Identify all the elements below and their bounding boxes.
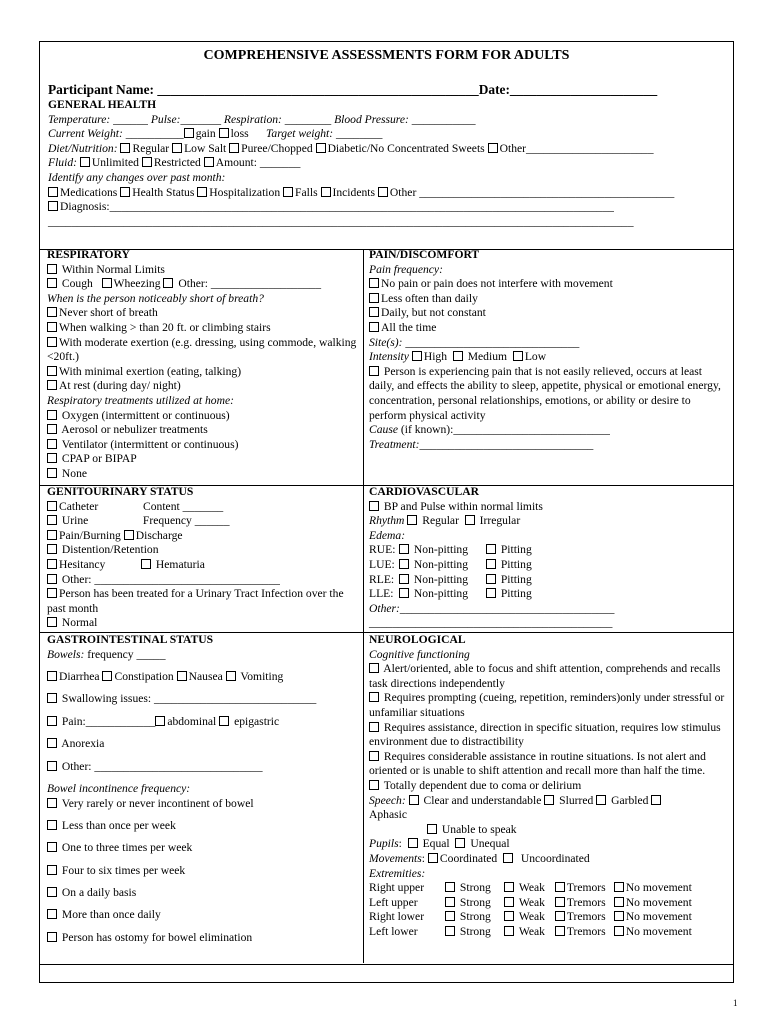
form-title: COMPREHENSIVE ASSESSMENTS FORM FOR ADULTS — [203, 48, 570, 63]
checkbox[interactable] — [504, 897, 514, 907]
changes-checkbox[interactable] — [378, 187, 388, 197]
irregular-label: Irregular — [479, 514, 521, 528]
wheezing-label: Wheezing — [113, 277, 161, 291]
checkbox[interactable] — [47, 820, 57, 830]
extremity-row — [369, 925, 729, 940]
gi-heading: GASTROINTESTINAL STATUS — [47, 633, 214, 646]
treatment-option: CPAP or BIPAP — [61, 452, 137, 466]
cognitive-label: Cognitive functioning — [369, 647, 470, 661]
checkbox[interactable] — [614, 911, 624, 921]
coordinated-label: Coordinated — [439, 851, 498, 865]
checkbox[interactable] — [369, 501, 379, 511]
checkbox[interactable] — [47, 887, 57, 897]
swallowing-field[interactable]: Swallowing issues: ____________________________ — [61, 692, 317, 706]
tremors-label: Tremors — [566, 910, 606, 924]
checkbox[interactable] — [47, 588, 57, 598]
frequency-field[interactable]: Frequency ______ — [142, 514, 230, 528]
checkbox[interactable] — [102, 671, 112, 681]
changes-line — [48, 186, 730, 201]
extremity-label: Right upper — [369, 881, 425, 895]
rest-label: At rest (during day/ night) — [59, 379, 181, 393]
edema-label: Edema: — [369, 528, 406, 542]
aphasic-label: Aphasic — [369, 808, 407, 822]
checkbox[interactable] — [47, 501, 57, 511]
edema-row-label: LUE: — [369, 557, 395, 571]
treatment-option: None — [61, 466, 88, 480]
checkbox[interactable] — [47, 842, 57, 852]
diet-checkbox[interactable] — [229, 143, 239, 153]
neuro-heading: NEUROLOGICAL — [369, 633, 466, 646]
uncoordinated-label: Uncoordinated — [520, 851, 590, 865]
checkbox[interactable] — [614, 926, 624, 936]
checkbox[interactable] — [47, 337, 57, 347]
divider — [40, 964, 733, 965]
pitting-label: Pitting — [500, 557, 532, 571]
changes-label: Identify any changes over past month: — [48, 170, 226, 184]
checkbox[interactable] — [124, 530, 134, 540]
considerable-label: Requires considerable assistance in routine situations. Is not alert and oriented or is unable to shift attention and recall more than half the time. — [369, 749, 706, 778]
fluid-checkbox[interactable] — [142, 157, 152, 167]
diet-line — [48, 142, 730, 157]
intensity-option: Medium — [467, 350, 508, 364]
checkbox[interactable] — [47, 761, 57, 771]
regular-label: Regular — [422, 514, 459, 528]
checkbox[interactable] — [47, 424, 57, 434]
checkbox[interactable] — [486, 574, 496, 584]
checkbox[interactable] — [555, 911, 565, 921]
extremity-label: Left lower — [369, 924, 418, 938]
strong-label: Strong — [459, 924, 491, 938]
checkbox[interactable] — [163, 278, 173, 288]
loss-checkbox[interactable] — [219, 128, 229, 138]
dependent-label: Totally dependent due to coma or delirium — [383, 778, 582, 792]
edema-row — [369, 558, 729, 573]
checkbox[interactable] — [369, 751, 379, 761]
checkbox[interactable] — [47, 278, 57, 288]
edema-row-label: RLE: — [369, 572, 395, 586]
diarrhea-label: Diarrhea — [59, 669, 100, 683]
checkbox[interactable] — [369, 780, 379, 790]
diet-option: Regular — [132, 141, 170, 155]
respiratory-section — [47, 248, 365, 482]
non-pitting-label: Non-pitting — [413, 572, 469, 586]
pain-burning-label: Pain/Burning — [59, 528, 121, 542]
checkbox[interactable] — [369, 293, 379, 303]
checkbox[interactable] — [47, 798, 57, 808]
extremities-label: Extremities: — [369, 866, 426, 880]
checkbox[interactable] — [47, 574, 57, 584]
changes-checkbox[interactable] — [321, 187, 331, 197]
hesitancy-label: Hesitancy — [59, 557, 106, 571]
diet-option: Low Salt — [184, 141, 227, 155]
checkbox[interactable] — [369, 692, 379, 702]
incontinence-label: Bowel incontinence frequency: — [47, 781, 191, 795]
checkbox[interactable] — [504, 911, 514, 921]
neurological-section: NEUROLOGICAL Cognitive functioning Alert/oriented, able to focus and shift attention, comprehends and recalls task directions independently Requires prompting (cueing, repetition, reminders)only under stressful or unfamiliar situations Requires assistance, direction in specific situation, requires low stimulus environment due to distractibility Requires considerable assistance in routine situations. Is not alert and oriented or is unable to shift attention and recall more than half the time. Totally dependent due to coma or delirium Speech: Clear and understandable Slurred Garbled Aphasic Unable to speak Pupils: Equal Unequal Movements: Coordinated Uncoordinated Extremities: Right upper Strong Weak Tremors No movement Left upper Strong Weak Tremors No movement Right lower Strong Weak Tremors No movement Left lower Strong Weak Tremors No movement — [369, 633, 729, 939]
anorexia-label: Anorexia — [61, 737, 105, 751]
checkbox[interactable] — [369, 322, 379, 332]
checkbox[interactable] — [47, 439, 57, 449]
fluid-checkbox[interactable] — [80, 157, 90, 167]
checkbox[interactable] — [407, 515, 417, 525]
incontinence-option: Four to six times per week — [61, 863, 186, 877]
checkbox[interactable] — [486, 544, 496, 554]
treatments-question: Respiratory treatments utilized at home: — [47, 393, 234, 407]
extremity-row — [369, 881, 729, 896]
checkbox[interactable] — [445, 897, 455, 907]
vomiting-label: Vomiting — [240, 669, 284, 683]
assistance-label: Requires assistance, direction in specific situation, requires low stimulus environment due to distractibility — [369, 720, 721, 749]
genitourinary-heading: GENITOURINARY STATUS — [47, 485, 194, 498]
diagnosis-line — [48, 200, 730, 215]
checkbox[interactable] — [555, 897, 565, 907]
changes-option: Medications — [60, 185, 118, 199]
pitting-label: Pitting — [500, 587, 532, 601]
discharge-label: Discharge — [135, 528, 183, 542]
constipation-label: Constipation — [114, 669, 174, 683]
checkbox[interactable] — [504, 882, 514, 892]
cardio-blank-line[interactable]: __________________________________________ — [369, 616, 613, 630]
no-movement-label: No movement — [625, 881, 692, 895]
checkbox[interactable] — [177, 671, 187, 681]
checkbox[interactable] — [47, 716, 57, 726]
checkbox[interactable] — [369, 722, 379, 732]
pain-option: No pain or pain does not interfere with movement — [381, 277, 613, 291]
changes-option: Other ____________________________________________ — [389, 185, 675, 199]
fluid-checkbox[interactable] — [204, 157, 214, 167]
bowels-label: Bowels: — [47, 647, 85, 661]
checkbox[interactable] — [47, 410, 57, 420]
extremity-label: Left upper — [369, 895, 418, 909]
unequal-label: Unequal — [470, 837, 510, 851]
blank-line[interactable]: _____________________________________________________________________________________________________ — [48, 214, 634, 228]
diet-option: Other______________________ — [499, 141, 654, 155]
checkbox[interactable] — [503, 853, 513, 863]
diagnosis-field[interactable]: Diagnosis:_______________________________________________________________________________________ — [60, 200, 614, 214]
gi-pain-field[interactable]: Pain:____________ — [61, 714, 156, 728]
loss-label: loss — [230, 127, 249, 141]
changes-checkbox[interactable] — [197, 187, 207, 197]
never-label: Never short of breath — [59, 306, 158, 320]
gi-other-field[interactable]: Other: _____________________________ — [61, 759, 263, 773]
checkbox[interactable] — [47, 932, 57, 942]
checkbox[interactable] — [47, 380, 57, 390]
gastrointestinal-section — [47, 633, 365, 953]
checkbox[interactable] — [544, 795, 554, 805]
experiencing-label: Person is experiencing pain that is not easily relieved, occurs at least daily, and effects the ability to sleep, appetite, physical or emotional energy, concentration, personal relationships, emotions, or ability or desire to perform physical activity — [369, 364, 721, 422]
pain-option: Less often than daily — [381, 291, 478, 305]
fluid-option: Restricted — [153, 156, 201, 170]
cause-label: Cause — [369, 423, 398, 437]
equal-label: Equal — [422, 837, 450, 851]
weak-label: Weak — [518, 881, 545, 895]
checkbox[interactable] — [47, 307, 57, 317]
prompting-label: Requires prompting (cueing, repetition, reminders)only under stressful or unfamiliar situations — [369, 691, 725, 719]
walking-label: When walking > than 20 ft. or climbing stairs — [59, 320, 271, 334]
weight-line — [48, 127, 730, 142]
speech-slurred-label: Slurred — [559, 793, 594, 807]
non-pitting-label: Non-pitting — [413, 587, 469, 601]
checkbox[interactable] — [369, 278, 379, 288]
general-health-heading: GENERAL HEALTH — [48, 98, 157, 111]
checkbox[interactable] — [465, 515, 475, 525]
gain-checkbox[interactable] — [184, 128, 194, 138]
weak-label: Weak — [518, 910, 545, 924]
pain-heading: PAIN/DISCOMFORT — [369, 248, 480, 261]
alert-label: Alert/oriented, able to focus and shift attention, comprehends and recalls task directions independently — [369, 662, 721, 690]
weak-label: Weak — [518, 924, 545, 938]
intensity-label: Intensity — [369, 350, 409, 364]
checkbox[interactable] — [47, 468, 57, 478]
incontinence-option: Very rarely or never incontinent of bowel — [61, 796, 254, 810]
bp-label: BP and Pulse within normal limits — [383, 499, 543, 513]
checkbox[interactable] — [614, 897, 624, 907]
incontinence-option: On a daily basis — [61, 886, 137, 900]
incontinence-option: More than once daily — [61, 908, 161, 922]
tremors-label: Tremors — [566, 924, 606, 938]
diet-checkbox[interactable] — [488, 143, 498, 153]
content-field[interactable]: Content _______ — [143, 499, 224, 513]
checkbox[interactable] — [445, 882, 455, 892]
strong-label: Strong — [459, 881, 491, 895]
intensity-option: Low — [524, 350, 547, 364]
intensity-option: High — [423, 350, 448, 364]
target-weight-field[interactable]: Target weight: ________ — [266, 127, 383, 141]
changes-checkbox[interactable] — [48, 187, 58, 197]
checkbox[interactable] — [399, 559, 409, 569]
unable-label: Unable to speak — [441, 822, 517, 836]
diet-option: Diabetic/No Concentrated Sweets — [327, 141, 485, 155]
checkbox[interactable] — [453, 351, 463, 361]
strong-label: Strong — [459, 895, 491, 909]
checkbox[interactable] — [47, 322, 57, 332]
strong-label: Strong — [459, 910, 491, 924]
fluid-label: Fluid: — [48, 156, 77, 170]
checkbox[interactable] — [47, 671, 57, 681]
checkbox[interactable] — [219, 716, 229, 726]
checkbox[interactable] — [369, 307, 379, 317]
checkbox[interactable] — [412, 351, 422, 361]
checkbox[interactable] — [427, 824, 437, 834]
genitourinary-section — [47, 485, 365, 631]
checkbox[interactable] — [486, 588, 496, 598]
changes-option: Incidents — [332, 185, 375, 199]
gain-label: gain — [195, 127, 216, 141]
checkbox[interactable] — [47, 530, 57, 540]
extremity-row — [369, 910, 729, 925]
assessment-form — [39, 41, 734, 983]
checkbox[interactable] — [47, 264, 57, 274]
incontinence-option: Person has ostomy for bowel elimination — [61, 930, 253, 944]
pain-section — [369, 248, 729, 452]
checkbox[interactable] — [47, 738, 57, 748]
edema-row — [369, 587, 729, 602]
checkbox[interactable] — [399, 544, 409, 554]
participant-date-line[interactable]: Participant Name: ________________________________________________Date:______________________ — [48, 82, 658, 97]
changes-option: Hospitalization — [209, 185, 281, 199]
edema-row — [369, 573, 729, 588]
pupils-label: Pupils — [369, 837, 399, 851]
fluid-option: Amount: _______ — [215, 156, 301, 170]
rhythm-label: Rhythm — [369, 514, 405, 528]
speech-clear-label: Clear and understandable — [423, 793, 542, 807]
treatment-option: Aerosol or nebulizer treatments — [61, 423, 208, 437]
speech-garbled-label: Garbled — [611, 793, 649, 807]
checkbox[interactable] — [513, 351, 523, 361]
bowels-field[interactable]: frequency _____ — [84, 647, 166, 661]
extremity-row — [369, 896, 729, 911]
sites-field[interactable]: Site(s): ______________________________ — [369, 335, 580, 349]
edema-row — [369, 543, 729, 558]
abdominal-label: abdominal — [167, 714, 217, 728]
checkbox[interactable] — [47, 515, 57, 525]
checkbox[interactable] — [455, 838, 465, 848]
checkbox[interactable] — [47, 693, 57, 703]
checkbox[interactable] — [155, 716, 165, 726]
non-pitting-label: Non-pitting — [413, 543, 469, 557]
checkbox[interactable] — [399, 588, 409, 598]
changes-option: Falls — [295, 185, 318, 199]
checkbox[interactable] — [47, 453, 57, 463]
distention-label: Distention/Retention — [61, 543, 159, 557]
checkbox[interactable] — [102, 278, 112, 288]
speech-label: Speech: — [369, 793, 406, 807]
checkbox[interactable] — [445, 911, 455, 921]
extremity-label: Right lower — [369, 910, 425, 924]
checkbox[interactable] — [47, 909, 57, 919]
diet-checkbox[interactable] — [316, 143, 326, 153]
normal-label: Normal — [61, 616, 98, 630]
cardio-other-field[interactable]: Other:_____________________________________ — [369, 601, 615, 615]
treatment-option: Ventilator (intermittent or continuous) — [61, 437, 239, 451]
non-pitting-label: Non-pitting — [413, 557, 469, 571]
diet-option: Puree/Chopped — [241, 141, 313, 155]
diet-checkbox[interactable] — [120, 143, 130, 153]
tremors-label: Tremors — [566, 895, 606, 909]
checkbox[interactable] — [555, 882, 565, 892]
uti-label: Person has been treated for a Urinary Tract Infection over the past month — [47, 587, 344, 615]
respiratory-heading: RESPIRATORY — [47, 248, 130, 261]
edema-row-label: RUE: — [369, 543, 396, 557]
resp-other-field[interactable]: Other: ___________________ — [178, 277, 322, 291]
short-breath-question: When is the person noticeably short of breath? — [47, 291, 264, 305]
checkbox[interactable] — [226, 671, 236, 681]
nausea-label: Nausea — [188, 669, 223, 683]
pain-option: Daily, but not constant — [381, 306, 486, 320]
changes-checkbox[interactable] — [283, 187, 293, 197]
weight-field[interactable]: Current Weight: __________ — [48, 127, 184, 141]
checkbox[interactable] — [555, 926, 565, 936]
checkbox[interactable] — [614, 882, 624, 892]
tremors-label: Tremors — [566, 881, 606, 895]
epigastric-label: epigastric — [234, 714, 280, 728]
fluid-option: Unlimited — [91, 156, 139, 170]
diet-checkbox[interactable] — [172, 143, 182, 153]
no-movement-label: No movement — [625, 924, 692, 938]
checkbox[interactable] — [47, 617, 57, 627]
checkbox[interactable] — [141, 559, 151, 569]
checkbox[interactable] — [47, 559, 57, 569]
checkbox[interactable] — [486, 559, 496, 569]
checkbox[interactable] — [399, 574, 409, 584]
changes-checkbox[interactable] — [120, 187, 130, 197]
general-health-section — [48, 82, 730, 229]
page-number: 1 — [733, 998, 738, 1008]
checkbox[interactable] — [409, 795, 419, 805]
no-movement-label: No movement — [625, 910, 692, 924]
hematuria-label: Hematuria — [155, 557, 205, 571]
cardiovascular-section — [369, 485, 729, 631]
incontinence-option: One to three times per week — [61, 841, 193, 855]
checkbox[interactable] — [369, 366, 379, 376]
diet-label: Diet/Nutrition: — [48, 141, 118, 155]
moderate-label: With moderate exertion (e.g. dressing, using commode, walking <20ft.) — [47, 335, 357, 364]
treatment-option: Oxygen (intermittent or continuous) — [61, 408, 230, 422]
checkbox[interactable] — [651, 795, 661, 805]
incontinence-option: Less than once per week — [61, 818, 176, 832]
within-normal-label: Within Normal Limits — [61, 262, 165, 276]
no-movement-label: No movement — [625, 895, 692, 909]
checkbox[interactable] — [428, 853, 438, 863]
minimal-label: With minimal exertion (eating, talking) — [59, 364, 242, 378]
cough-label: Cough — [61, 277, 93, 291]
checkbox[interactable] — [47, 865, 57, 875]
diagnosis-checkbox[interactable] — [48, 201, 58, 211]
pitting-label: Pitting — [500, 572, 532, 586]
vitals-line[interactable]: Temperature: ______ Pulse:_______ Respiration: ________ Blood Pressure: ___________ — [48, 112, 476, 126]
pitting-label: Pitting — [500, 543, 532, 557]
urine-label: Urine — [61, 514, 89, 528]
movements-label: Movements — [369, 851, 422, 865]
edema-row-label: LLE: — [369, 587, 394, 601]
checkbox[interactable] — [47, 366, 57, 376]
checkbox[interactable] — [408, 838, 418, 848]
checkbox[interactable] — [445, 926, 455, 936]
changes-option: Health Status — [132, 185, 195, 199]
genito-other-field[interactable]: Other: ________________________________ — [61, 572, 280, 586]
checkbox[interactable] — [504, 926, 514, 936]
catheter-label: Catheter — [59, 499, 99, 513]
treatment-field[interactable]: Treatment:______________________________ — [369, 437, 594, 451]
pain-option: All the time — [381, 320, 437, 334]
pain-frequency-label: Pain frequency: — [369, 262, 443, 276]
checkbox[interactable] — [596, 795, 606, 805]
checkbox[interactable] — [369, 663, 379, 673]
weak-label: Weak — [518, 895, 545, 909]
checkbox[interactable] — [47, 544, 57, 554]
cardiovascular-heading: CARDIOVASCULAR — [369, 485, 479, 498]
fluid-line — [48, 156, 730, 171]
cause-field[interactable]: (if known):___________________________ — [397, 423, 610, 437]
